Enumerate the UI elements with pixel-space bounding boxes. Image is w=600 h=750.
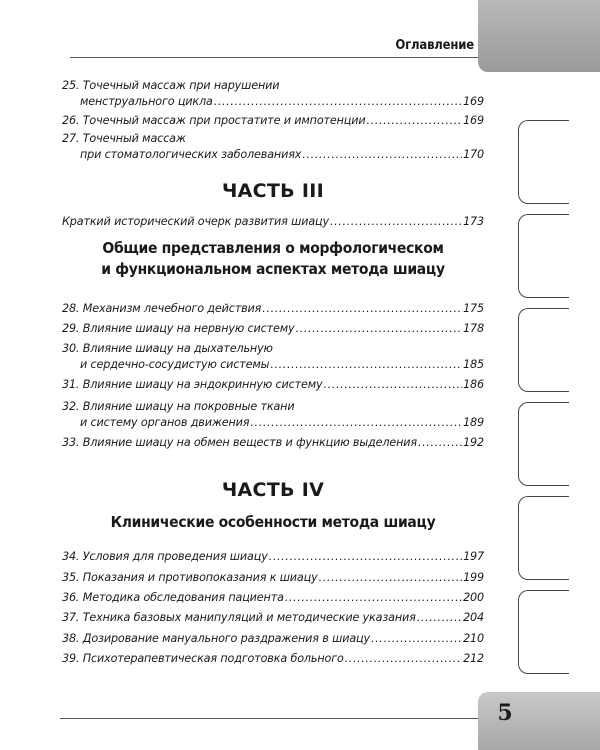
toc-entry[interactable] (62, 549, 484, 565)
toc-entry-text: 36. Методика обследования пациента (62, 591, 284, 604)
toc-entry[interactable] (62, 78, 484, 110)
section-title: Клинические особенности метода шиацу (110, 513, 436, 531)
thumb-tab (518, 496, 569, 580)
thumb-tab (518, 120, 569, 204)
thumb-tab (518, 214, 569, 298)
toc-entry[interactable] (62, 610, 484, 626)
toc-page-number: 173 (463, 215, 484, 228)
toc-entry-text: 38. Дозирование мануального раздражения в шиацу (62, 632, 370, 645)
toc-entry[interactable] (62, 214, 484, 230)
toc-page-number: 170 (463, 148, 484, 161)
header-rule (70, 57, 478, 58)
header-tab (478, 0, 600, 72)
section-title-line: Общие представления о морфологическом (102, 239, 444, 257)
toc-entry[interactable] (62, 131, 484, 163)
toc-page-number: 189 (463, 416, 484, 429)
toc-entry[interactable] (62, 570, 484, 586)
part-title: ЧАСТЬ IV (221, 479, 325, 501)
toc-page-number: 178 (463, 322, 484, 335)
thumb-tab (518, 590, 569, 674)
toc-entry[interactable] (62, 590, 484, 606)
toc-entry[interactable] (62, 631, 484, 647)
toc-page-number: 192 (463, 436, 484, 449)
toc-entry-text: и сердечно-сосудистую системы (80, 358, 270, 371)
toc-page-number: 199 (463, 571, 484, 584)
page-number: 5 (497, 700, 513, 726)
toc-entry[interactable] (62, 377, 484, 393)
toc-entry-text: 35. Показания и противопоказания к шиацу (62, 571, 318, 584)
thumb-tab (518, 402, 569, 486)
toc-entry-text: менструального цикла (80, 95, 213, 108)
toc-entry[interactable] (62, 321, 484, 337)
part-title: ЧАСТЬ III (222, 180, 324, 202)
toc-entry[interactable] (62, 399, 484, 431)
toc-page-number: 204 (463, 611, 484, 624)
toc-entry[interactable] (62, 113, 484, 129)
toc-page-number: 186 (463, 378, 484, 391)
toc-entry-text: и систему органов движения (80, 416, 250, 429)
toc-page-number: 197 (463, 550, 484, 563)
toc-page-number: 200 (463, 591, 484, 604)
toc-page-number: 169 (463, 114, 484, 127)
toc-page-number: 210 (463, 632, 484, 645)
section-title-line: и функциональном аспектах метода шиацу (101, 260, 445, 278)
toc-entry[interactable] (62, 435, 484, 451)
toc-entry-text: 39. Психотерапевтическая подготовка больного (62, 652, 344, 665)
toc-entry-text: 28. Механизм лечебного действия (62, 302, 262, 315)
toc-entry-text: 25. Точечный массаж при нарушении (62, 79, 280, 92)
running-header-title: Оглавление (395, 38, 474, 53)
section-title (62, 238, 484, 280)
toc-page-number: 169 (463, 95, 484, 108)
toc-entry-text: 29. Влияние шиацу на нервную систему (62, 322, 295, 335)
toc-entry-text: 27. Точечный массаж (62, 132, 186, 145)
toc-page-number: 185 (463, 358, 484, 371)
toc-entry[interactable] (62, 651, 484, 667)
toc-entry[interactable] (62, 341, 484, 373)
toc-page-number: 212 (463, 652, 484, 665)
toc-entry-text: 37. Техника базовых манипуляций и методические указания (62, 611, 416, 624)
toc-entry-text: Краткий исторический очерк развития шиацу (62, 215, 329, 228)
toc-entry-text: 34. Условия для проведения шиацу (62, 550, 268, 563)
toc-page-number: 175 (463, 302, 484, 315)
footer-rule (60, 718, 478, 719)
toc-entry-text: 30. Влияние шиацу на дыхательную (62, 342, 273, 355)
toc-entry-text: при стоматологических заболеваниях (80, 148, 302, 161)
thumb-tab (518, 308, 569, 392)
toc-entry-text: 26. Точечный массаж при простатите и импотенции (62, 114, 366, 127)
toc-entry-text: 32. Влияние шиацу на покровные ткани (62, 400, 295, 413)
toc-entry[interactable] (62, 301, 484, 317)
toc-entry-text: 33. Влияние шиацу на обмен веществ и функцию выделения (62, 436, 417, 449)
toc-entry-text: 31. Влияние шиацу на эндокринную систему (62, 378, 323, 391)
